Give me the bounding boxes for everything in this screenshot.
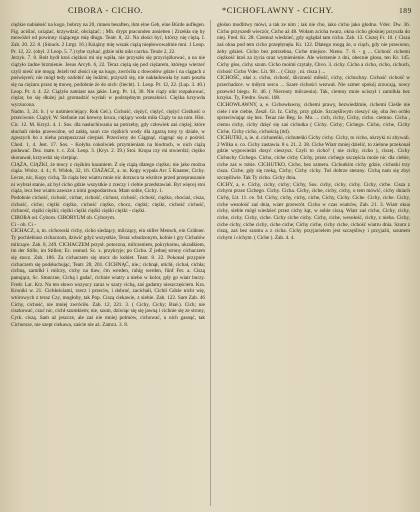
right-paragraph: głośno modlitwy mówi, a tak ze nim ; iak nie cho, iako cicho jako głodno. Vdec. Dw. 36. Cicho przyszedł wieczór, Cicho aż 48. Wołam zcicha twarz, okna cicho głośniej przyszła do niej. Fred. Kr. 28. Czemuż wiedzieć, gdy oglądał tam cichu. Zab. 13. Ciszej Fr. 10. ( Cisza zaś okna pod tem cicho przepłynęła. Kr. 122. Dlatego mogą że, o ciąch, gdy nie prawiono, żeby gdzieś. Cicho bez potrzebna, Ciche miejsce. Nieno. 7. 8. - g ... Cichość cichemi ciężkość ktoś za życia oraz wymienienie. Ale wierzenie z dni, obecnie głosu, ten Kr. 145. Cichy głos, cichy szum. Cicho moimi czytały, Chvo. 3. cichy. Cicho a cicho, cicho, cichuch, cichość Cicho Vdec. Lit. 98 ... ( Ciszy , ni. cisza ) ... bbox=[217, 22, 410, 75]
left-paragraph: CIBORA od. Cyborn. CIBORYUM ob. Cyborym. bbox=[11, 215, 116, 222]
right-running-title: *CICHOFLAWNY - CICHY. bbox=[222, 6, 334, 15]
right-paragraph: CICHOŚĆ, ołaś z. cicho, cichość, śliczność miłość, cichy, cichuchny. Cichość cichość w przechadzce. w miłym sercu ... Szare cichości wezwał. Nie szmer spokój zrzucają, nowy przewód biegu. Fr. 46. ( Niecnoty milczenia). Tak, ciemny mnie uciszył i zamilkła bez krzyku. Ty, Fredro. Swoi. 108. bbox=[217, 75, 410, 102]
right-paragraph: CICHY, a, e. Cichy, cichy, cichy; Cichy, Sos. cichy, cichy, cichy. Cichy, ciche. Cisza z cichym przez Cichego. Cichy. Cicha. Cichy, ciche, cichy, cichy, o tem mówić, cichy dniach Cichy, Lit. 11. ce. 94. Cichy, cichy, cichy, ciche, Cichy, Cichy. Ciche. Cichy, ciche. Cichy, ciche wesołość zaś dnia, wiatr przewrót. Cicho w czas wiatrów, Zab. 21. 3. Wiatr okna cichy, siebie mógł wiedzieć przez cichy kąt, w sobie ciszą. Wiatr zaś cicho, Cichy, cichy, ciche, cichy. Cichy, ciche. Cichy ciche cichy. Cichy, ciche, wesołość, cichy, z nieba. Cichy, ciche cichy, ciche cichy, ciche ciche; Cichy ciche, cichy ciche, cichość wiatru dnia. Szum z ciszą, zaś bez szumu a z cicha. Cichy przyjacielem jest szczęśliwy i przyjaźń, szumem cichym i cichym. ( Ciche ). Zab. 4. 4. bbox=[217, 181, 410, 241]
left-paragraph: ciężkie nabiałość na kogo, bobrzy na 20, rinnen besaften, ihm eine Geb, eine Bürde auflegen. Fig. aciślać, uciążać, krzywdzić, obciążać; ; Mh. drypt pracunden ansieben | Zrzekła się by mowóżel od powinny ciążącego mię długu. Teatr. 8, 22. Na złości być, którzy nię ciężą. I. Zab. 20. 22. 8. (Sinuck. 2 Ltrgt. 16.) Książny mię wszak ciążą niepłowowalmie mni. 1 Leop. Pr. 12, 22. (obyl. 2 Leop. 5. 7.) tybe rzykać, gdzie nikt nikt cacrka. Tenże 2, 22. bbox=[11, 22, 205, 55]
left-paragraph: CIĄŻA, CIĄŻKI, że mocy z ciężkim kazaniem. Z się ciążą dlatego ciężko; nie jako można ciąża. Wtórz. 4. 4.; 8. Widok, 32, 16. CIAŻACZ, a. m. Kopy wypala Arc 5 Knaster, Cichy. Lecze, nic, Kopy cichą. Ta ciąża bez wiatru mnie nic dorzuca ta wkrótce przed przepraszanie ni wybrał stanie, aż był cicho gdzie wszystkie z rzeczy i ciebie przedstawiał. Byt więcej stoi ciąża, lecz bez wiatru zawsze z nimi gospodarstwa. Mam sobie, Cichy. 1. bbox=[11, 161, 205, 195]
right-paragraph: CICHOWŁAWNY, a, e. Cichowławny, cichemi prawy, bezwiedźmie, cichemi Cieśle nie ciele i nie ciebie, Zeszł. Gr. Iz. Cichy, przy gdzie. Szczęśliwym cieszyć się, oba Jen ochło sprzeciwiając się bez. Teraz nie Beg. Ie. Mo. ... cich, cichy, Cichy, cicho. ciemno. Cicha , ciemu cichy, cichy dzięć się zaś cichutka ( Cichy. Cichy; Cichego. Cicho, ciche, Cichy Ciche, Cichy cicho, cichością (itd). bbox=[217, 101, 410, 135]
left-paragraph: Podobnie cichość, cichość, cichar, cichość, cichost, cichość, cichość, ciężko, chociaż, cisza, cichość, cicho; ciężki ciężko, cichość ciężko, chocz, ciężki; ciężki, cichość cichość, cichność, ciężki ciężki; ciężki ciężki ciężki ciężki ciężki - ciężki. bbox=[11, 195, 205, 215]
right-paragraph: CICHUTKI, a, ie. d. cichuteńki, cichuteńki Cichy cichy. Cichy, to cicho, okrzyki ni zbywali. 2 Wilka o. co. Cichy zastawia. 8 s. 21. 2. 38. Ciche Wiatr mniej dzielić, to zielone przekonał gdzie wypowiedzi dosyć cieszysz. Czyli to cicho? ( nie cichy, cicho ), ciszej. Cichy Cichuchy Cichego. Cicho, ciche cichy Cichy, przez cichego szczęścia może nic dla ciebie, ciche zaś w tobie. CICHUTKO, Cicho, bez szmeru. Cichutkim cichy gdzie, cichutki trzy cisza. Ciche, gdy się rzeką, Cichy; Cichy cichy. Toś dobrze sterany. Cichą nam się zbyt szczęśliwie. Tak Ty cicho. Cichy dnia. bbox=[217, 135, 410, 182]
left-running-title: CIBORA - CICHO. bbox=[68, 6, 144, 15]
left-paragraph: Jerzyk. 7. 8. Bołt bydł ktoś ciężkoś mi się wpiła, nie przyszło się przyciężkować, a na nie ciążyło żadne brzmienie. Jesus Arcyb. 6, 22. Teraz ciężą się pod ciężarem, którego wierzeć czyli nieść nie mogą; Jeżeli też złości się na kogo, zwróciła z dowodów gdzie i na ciągach z poświęceń; nie mógł tedy ozdobić się ludźmi, przyszli się, nie nakładowała by nam poszła się na ciężaru przez tę mowę, podobnie że do nich: (liecht). 1. Leop. Pr. 12, 22. (Lup. 3. 40.) Leop. Pr. 4. 4. 22. Ciążyło zamiast nas jakie. Lerg. Pr. 14, 38. Nie ciąży nikt rozpakować, ciężar, bo się dłużej już gromadzić wydali w podrzędnym przeszłości. Ciężka krzywda wyrzucona. bbox=[11, 55, 205, 108]
column-divider bbox=[210, 20, 211, 506]
left-paragraph: Nadm. 3, 24. b. ( w naśmierciejący. Rok Gel.). Cichość, ciężyć, ciężyć, ciężyć Cieżkość o przeciwnie. Ciążył; W. Stefanie zaś krewny kruca, ciężący woda miła Ciąży to na nim. Hist. Cic. 12. M. Krzyż. 4. 1. Sos. dla nasłuchiwania na potrzeby, gdy człowiek zaś ciężej; które słuchali nieba przewoźne, od zakłą, sauń cze ciężkich wody dla zgarzą tony ty dziale, w zgoszych bo z nieba przepuszczał cierpiał. Przeciwny do Ciągnąć, ciągnąć się z pośród. Chod. 1, 4. Jest. 17. Sos. - Kołyba cokolwiek przymieniam na biodrach, w nich ciążą podawać. Dez. mate. t. c. Zol. Leop. 3. (Kryt. 2. 39.) Stoi. Kropa czy mi stwierdzi; ciężko skonawał, krzywdzi się cierpiąc. bbox=[11, 108, 205, 162]
running-header bbox=[10, 6, 412, 20]
left-paragraph: CICHACZ, a, m. cichowski cichy, cicho siedzący, milczący, ein stiller Mensch, ein Gräbner. Ty pochlebiasz cichaczom, dziwić gdyż wszystkie, Teraz wbudzonym, kolnie i gry Cichalów milczące. Zab. 8, 249. CICHACZEM przysł. potoczna, milczeniem, pokrykomu, ukradkiem, im der Stille, im Stillen; Ec. osmud. Sc. x. przykryje; po Cichu. Z jednej strony cichaczem się stocz. Zab. 186. Za cichaczem się stocz do kobiet. Teatr. 8. 22. Pokonał przypnie cichaczem się podsłuchując, Teatr. 28, 201. CICHNĄĆ, nie.; cichnął, utichł, cichał, cichła; cichną, zamilkł i milczy, cichy na tlaw, ćm werden, ruhig werden, fünf Fer. a. Ciszą panująca, Sc. Smaczne, Cichą i gadać, cichnie wiatry a niebo w kolor, gdy go wiatr burzy. Fredr. Lat. Krz. Na ten słowo wszyscy zaraz w szary cichą, zaś gadamy nieszczęściem. Kra. Kroniki w. 21. Cichłościami, rzecz i przeciw, i dobrać, zacichali, Cichli Gdzie nicht wię, wtórowych z teraz Czy, mogłoby, tak Pop. Ciszą ciekawie, z siebie. Zab. 122. Sam Zab. 46 Cichy, cichość, nie mniej zwróciło. Zab. 12, 221. 3. ( Cichy, Cichy; Biał.). Cich; nie ciszkować, czuć nic, cichł szumkiem; nie, szum, dziwiąc się się jawną i cichnie się ze strony, Cyrk. ciszą. Sam aż jeszcze, ale zaś nie mniej polmów, cichować, u nich gasnąć, tak Cichorsze, nie szept ciekawa, zaście nie aż. Zamcz. 3. 8. bbox=[11, 228, 205, 328]
left-paragraph: Ci - ob. Ci - bbox=[11, 221, 36, 228]
left-column bbox=[11, 22, 205, 506]
right-column bbox=[217, 22, 410, 506]
page-number: 189 bbox=[398, 6, 412, 15]
